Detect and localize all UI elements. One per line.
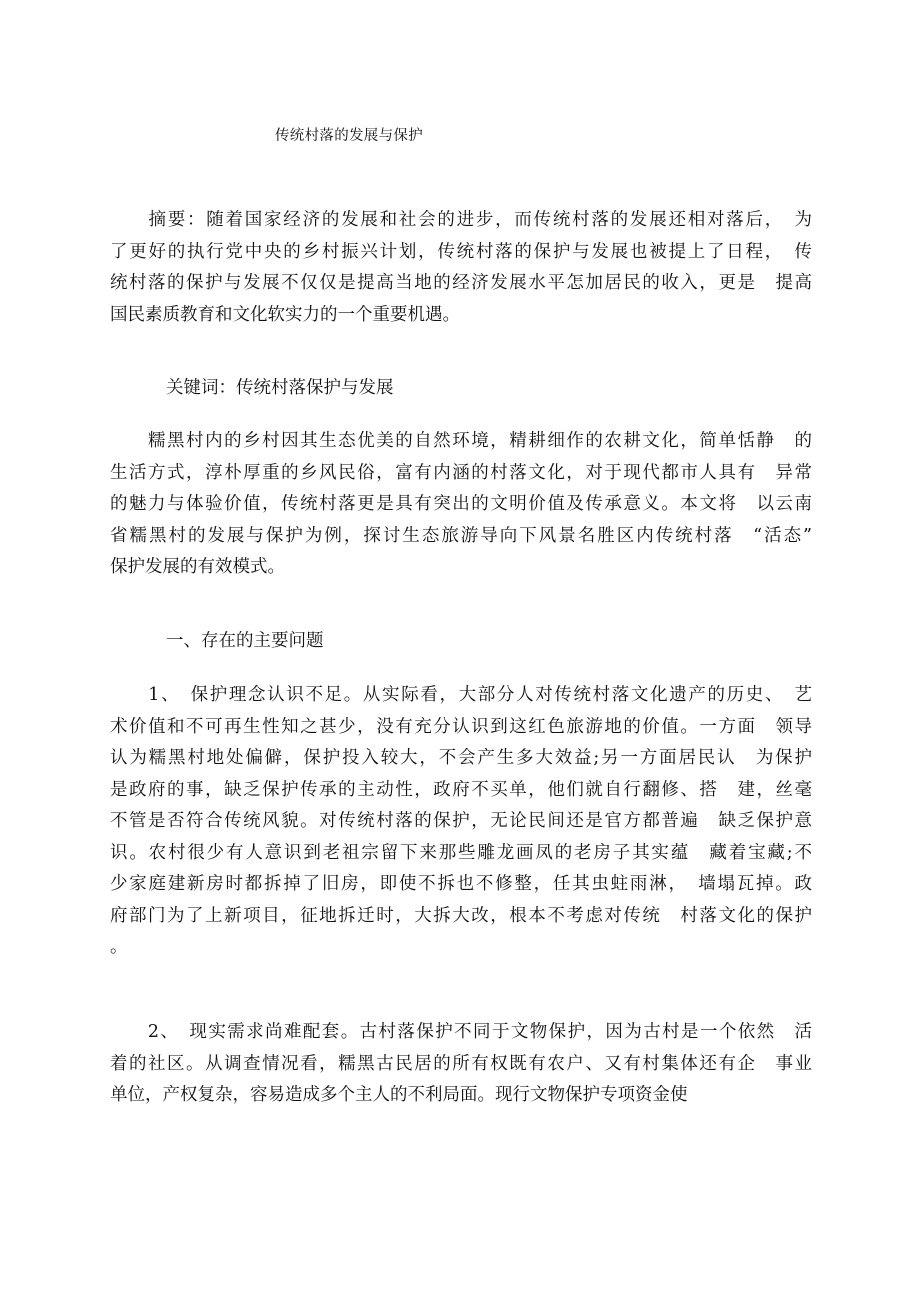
text-line: 糯黑村内的乡村因其生态优美的自然环境，精耕细作的农耕文化，简单恬静 的: [110, 431, 812, 451]
text-line: 术价值和不可再生性知之甚少，没有充分认识到这红色旅游地的价值。一方面 领导: [110, 716, 812, 737]
text-line: 摘要：随着国家经济的发展和社会的进步，而传统村落的发展还相对落后， 为: [110, 210, 812, 230]
text-line: 国民素质教育和文化软实力的一个重要机遇。: [110, 304, 460, 325]
text-line: 生活方式，淳朴厚重的乡风民俗，富有内涵的村落文化，对于现代都市人具有 异常: [110, 462, 812, 483]
item2-paragraph: [110, 1017, 812, 1112]
text-line: 单位，产权复杂，容易造成多个主人的不利局面。现行文物保护专项资金使: [110, 1085, 688, 1105]
text-line: 统村落的保护与发展不仅仅是提高当地的经济发展水平怎加居民的收入，更是 提高: [110, 273, 812, 293]
keywords-line: 关键词：传统村落保护与发展: [166, 378, 394, 398]
text-line: 是政府的事，缺乏保护传承的主动性，政府不买单，他们就自行翻修、搭 建，丝毫: [110, 779, 812, 800]
text-line: 的魅力与体验价值，传统村落更是具有突出的文明价值及传承意义。本文将 以云南: [110, 494, 812, 514]
item1-paragraph: [110, 680, 812, 964]
text-line: 省糯黑村的发展与保护为例，探讨生态旅游导向下风景名胜区内传统村落 “活态”: [110, 525, 812, 546]
text-line: 了更好的执行党中央的乡村振兴计划，传统村落的保护与发展也被提上了日程， 传: [110, 241, 812, 262]
text-line: 。: [110, 937, 128, 957]
text-line: 保护发展的有效模式。: [110, 557, 285, 577]
abstract-paragraph: [110, 205, 812, 331]
text-line: 少家庭建新房时都拆掉了旧房，即使不拆也不修整，任其虫蛀雨淋， 墙塌瓦掉。政: [110, 874, 812, 894]
text-line: 识。农村很少有人意识到老祖宗留下来那些雕龙画凤的老房子其实蕴 藏着宝藏;不: [110, 842, 812, 863]
text-line: 1、 保护理念认识不足。从实际看，大部分人对传统村落文化遗产的历史、 艺: [110, 685, 812, 705]
text-line: 着的社区。从调查情况看，糯黑古民居的所有权既有农户、又有村集体还有企 事业: [110, 1053, 812, 1074]
document-title: 传统村落的发展与保护: [275, 128, 423, 144]
text-line: 认为糯黑村地处偏僻，保护投入较大，不会产生多大效益;另一方面居民认 为保护: [110, 748, 812, 768]
text-line: 不管是否符合传统风貌。对传统村落的保护，无论民间还是官方都普遍 缺乏保护意: [110, 811, 812, 831]
text-line: 2、 现实需求尚难配套。古村落保护不同于文物保护，因为古村是一个依然 活: [110, 1022, 812, 1042]
text-line: 府部门为了上新项目，征地拆迁时，大拆大改，根本不考虑对传统 村落文化的保护: [110, 905, 812, 926]
intro-paragraph: [110, 426, 812, 584]
section-heading: 一、存在的主要问题: [166, 631, 324, 651]
